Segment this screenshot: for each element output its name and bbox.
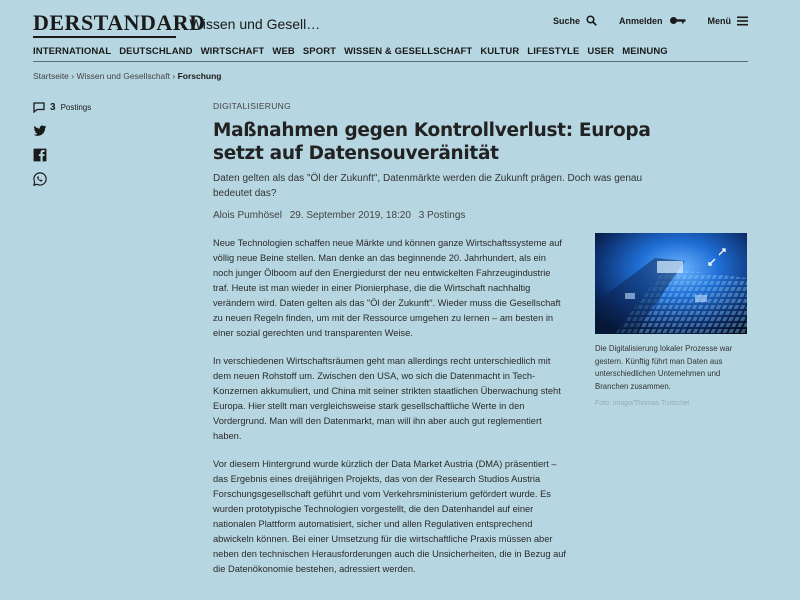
menu-button[interactable] xyxy=(708,16,749,26)
nav-item-deutschland[interactable]: DEUTSCHLAND xyxy=(119,46,193,57)
figure-caption: Die Digitalisierung lokaler Prozesse war gestern. Künftig führt man Daten aus unterschiedlichen Unternehmen und Branchen zusammen. xyxy=(595,344,733,391)
menu-label: Menü xyxy=(707,15,731,26)
postings-label: Postings xyxy=(60,102,92,112)
logo-underline xyxy=(33,36,176,38)
header-section-link[interactable]: › Wissen und Gesell… xyxy=(181,16,321,32)
article-date: 29. September 2019, 18:20 xyxy=(289,210,411,221)
article-image[interactable] xyxy=(595,233,747,334)
article-teaser: Daten gelten als das "Öl der Zukunft", Datenmärkte werden die Zukunft prägen. Doch was genau bedeutet das? xyxy=(213,173,643,199)
breadcrumb-home[interactable]: Startseite xyxy=(33,71,69,81)
search-icon xyxy=(586,15,597,26)
figure-credit: Foto: imago/Thomas Trutschel xyxy=(595,400,690,407)
article-postings-link[interactable]: 3 Postings xyxy=(418,210,466,221)
site-header xyxy=(33,12,748,34)
header-actions xyxy=(553,15,748,26)
nav-item-kultur[interactable]: KULTUR xyxy=(480,46,520,57)
article-kicker: DIGITALISIERUNG xyxy=(213,101,292,111)
search-label: Suche xyxy=(552,15,580,26)
breadcrumb-separator: › xyxy=(68,71,77,81)
postings-count: 3 xyxy=(50,101,56,113)
article-headline: Maßnahmen gegen Kontrollverlust: Europa setzt auf Datensouveränität xyxy=(213,120,651,164)
whatsapp-icon[interactable] xyxy=(33,172,47,186)
nav-item-web[interactable]: WEB xyxy=(272,46,295,57)
article-header xyxy=(213,100,753,222)
main-nav xyxy=(33,46,748,62)
facebook-icon[interactable] xyxy=(33,148,47,162)
nav-item-wirtschaft[interactable]: WIRTSCHAFT xyxy=(200,46,265,57)
nav-item-international[interactable]: INTERNATIONAL xyxy=(33,46,112,57)
hamburger-icon xyxy=(737,16,748,26)
article-author[interactable]: Alois Pumhösel xyxy=(213,210,282,221)
site-logo[interactable]: DERSTANDARD xyxy=(33,10,206,35)
article-paragraph: Vor diesem Hintergrund wurde kürzlich der Data Market Austria (DMA) präsentiert – das Ergebnis eines dreijährigen Projekts, das von der Research Studios Austria Forschungsgesellschaft geführt und vom Verkehrsministerium gefördert wurde. Es wurden prototypische Technologien vorgestellt, die den Datenhandel auf einer nationalen Plattform automatisiert, sicher und allen Regulativen entsprechend abwickeln können. Bei einer Umsetzung für die wirtschaftliche Praxis müssen aber neben den technischen Herausforderungen auch die Unsicherheiten, die in Bezug auf die Datenökonomie bestehen, adressiert werden. xyxy=(213,459,567,574)
article-meta xyxy=(213,209,753,222)
social-sidebar xyxy=(33,100,93,186)
nav-item-meinung[interactable]: MEINUNG xyxy=(622,46,668,57)
breadcrumb-separator: › xyxy=(170,71,178,81)
postings-link[interactable] xyxy=(33,100,93,114)
article-paragraph: Neue Technologien schaffen neue Märkte und können ganze Wirtschaftssysteme auf völlig neue Beine stellen. Man denke an das beginnende 20. Jahrhundert, als ein noch junger Ölboom auf den Energiedurst der neu entwickelten Fahrzeugindustrie traf. Heute ist man wieder in einer Pionierphase, die die Wirtschaft nachhaltig verändern wird. Daten gelten als das "Öl der Zukunft". Wieder muss die Gesellschaft zu neuen Regeln finden, um mit der Ressource umgehen zu lernen – am besten in einer sozial gerechten und transparenten Weise. xyxy=(213,238,563,338)
article-paragraph: In verschiedenen Wirtschaftsräumen geht man allerdings recht unterschiedlich mit dem neuen Rohstoff um. Zwischen den USA, wo sich die Datenmacht in Tech-Konzernen akkumuliert, und China mit seiner strikten staatlichen Überwachung steht Europa. Hier stellt man vergleichsweise stark gesellschaftliche Werte in den Vordergrund. Man will den Datenmarkt, man will ihn aber auch gut reglementiert haben. xyxy=(213,356,561,441)
comment-icon xyxy=(33,102,45,113)
breadcrumb xyxy=(33,70,222,82)
nav-item-user[interactable]: USER xyxy=(587,46,615,57)
search-button[interactable] xyxy=(553,15,597,26)
breadcrumb-current[interactable]: Forschung xyxy=(177,71,222,81)
nav-divider xyxy=(33,61,748,62)
breadcrumb-section[interactable]: Wissen und Gesellschaft xyxy=(76,71,171,81)
nav-item-lifestyle[interactable]: LIFESTYLE xyxy=(527,46,580,57)
article-body xyxy=(213,236,568,590)
twitter-icon[interactable] xyxy=(33,124,47,138)
login-label: Anmelden xyxy=(618,15,663,26)
key-icon xyxy=(669,16,686,25)
nav-item-wissen-gesellschaft[interactable]: WISSEN & GESELLSCHAFT xyxy=(344,46,473,57)
article-figure xyxy=(595,233,748,409)
nav-item-sport[interactable]: SPORT xyxy=(302,46,337,57)
login-button[interactable] xyxy=(619,16,686,26)
